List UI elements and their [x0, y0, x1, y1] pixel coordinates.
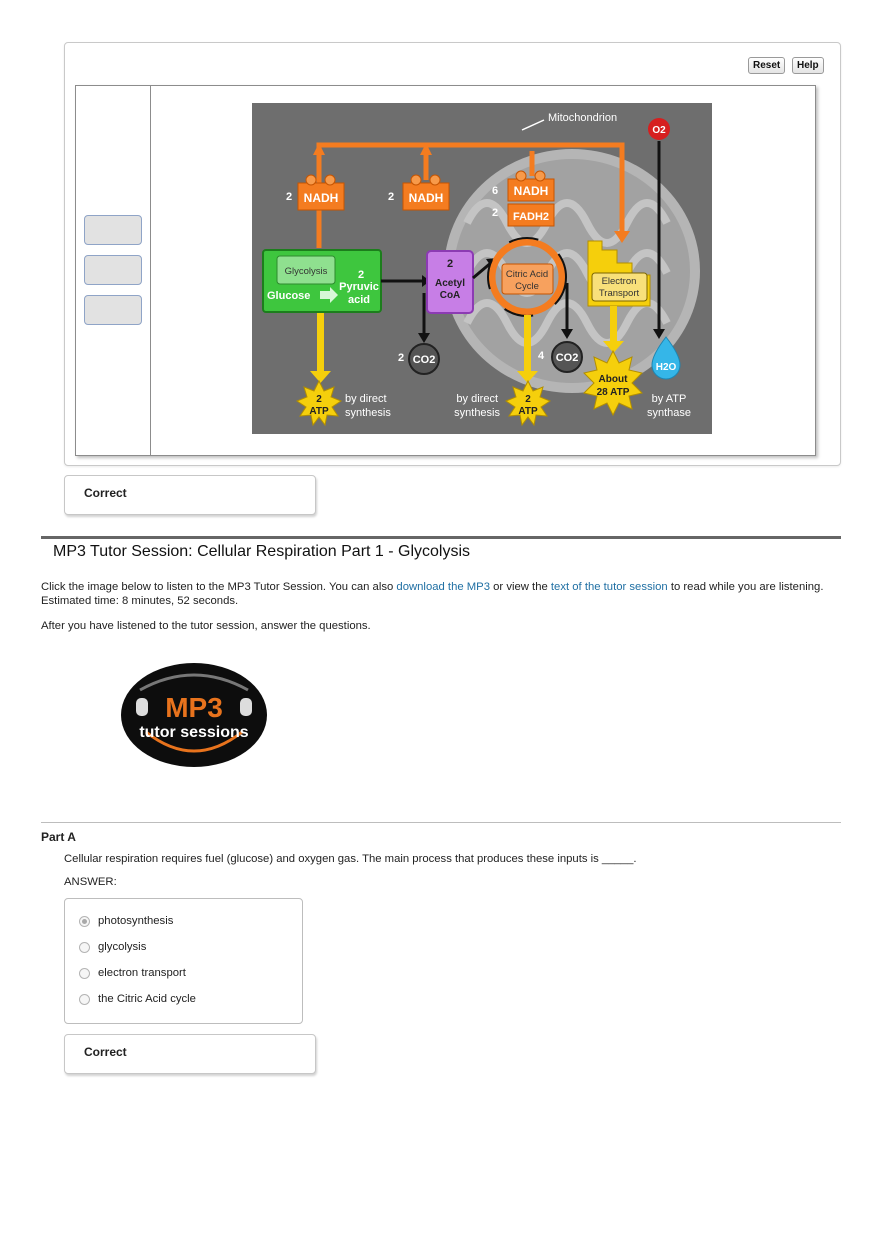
svg-text:CO2: CO2 — [555, 352, 579, 364]
svg-text:Cycle: Cycle — [515, 281, 539, 292]
option-label: electron transport — [98, 967, 186, 979]
svg-text:by ATP: by ATP — [651, 393, 687, 405]
feedback-correct-top: Correct — [64, 475, 316, 515]
svg-text:CO2: CO2 — [412, 354, 436, 366]
activity-workarea — [75, 85, 816, 456]
svg-text:28 ATP: 28 ATP — [596, 387, 630, 398]
option-citric-acid-cycle[interactable] — [79, 991, 196, 1007]
svg-text:2: 2 — [357, 269, 365, 281]
mp3-tutor-logo — [118, 660, 270, 770]
svg-text:2: 2 — [286, 191, 293, 203]
after-listening-text: After you have listened to the tutor session, answer the questions. — [41, 620, 371, 632]
svg-text:Pyruvic: Pyruvic — [339, 281, 379, 293]
option-label: photosynthesis — [98, 915, 174, 927]
svg-text:4: 4 — [538, 350, 545, 362]
option-label: the Citric Acid cycle — [98, 993, 196, 1005]
radio-button[interactable] — [79, 994, 90, 1005]
svg-text:2: 2 — [446, 258, 454, 270]
svg-text:ATP: ATP — [518, 406, 538, 417]
radio-button-selected[interactable] — [79, 916, 90, 927]
option-photosynthesis[interactable] — [79, 913, 173, 929]
part-divider — [41, 822, 841, 823]
svg-text:NADH: NADH — [513, 184, 549, 198]
svg-text:2: 2 — [398, 352, 405, 364]
answer-label: ANSWER: — [64, 876, 117, 888]
estimated-time: Estimated time: 8 minutes, 52 seconds. — [41, 594, 239, 607]
svg-text:CoA: CoA — [439, 290, 461, 301]
radio-button[interactable] — [79, 968, 90, 979]
glucose-label: Glucose — [267, 290, 311, 302]
label-palette — [76, 86, 151, 455]
svg-text:ATP: ATP — [309, 406, 329, 417]
intro-paragraph — [41, 581, 841, 608]
part-a-question: Cellular respiration requires fuel (glucose) and oxygen gas. The main process that produces these inputs is _____. — [64, 853, 637, 865]
svg-text:synthase: synthase — [646, 407, 692, 419]
answer-options-box — [64, 898, 303, 1024]
svg-text:6: 6 — [492, 185, 499, 197]
draggable-label-3[interactable] — [84, 295, 142, 325]
intro-text-prefix: Click the image below to listen to the MP3 Tutor Session. You can also — [41, 581, 397, 593]
intro-text-suffix: to read while you are listening. — [667, 581, 824, 593]
svg-text:2: 2 — [388, 191, 395, 203]
svg-text:acid: acid — [347, 294, 371, 306]
svg-text:2: 2 — [525, 394, 531, 405]
svg-text:FADH2: FADH2 — [512, 211, 550, 223]
svg-text:About: About — [598, 374, 628, 385]
svg-text:Transport: Transport — [598, 288, 640, 299]
feedback-correct-bottom: Correct — [64, 1034, 316, 1074]
tutor-text-link[interactable]: text of the tutor session — [550, 581, 668, 593]
intro-text-mid: or view the — [490, 581, 551, 593]
radio-button[interactable] — [79, 942, 90, 953]
section-divider — [41, 536, 841, 539]
mp3-logo-title: MP3 — [165, 692, 223, 723]
svg-text:NADH: NADH — [408, 191, 444, 205]
svg-text:Citric Acid: Citric Acid — [505, 269, 549, 280]
draggable-label-2[interactable] — [84, 255, 142, 285]
svg-text:2: 2 — [316, 394, 322, 405]
svg-text:synthesis: synthesis — [454, 407, 500, 419]
svg-text:H2O: H2O — [655, 362, 677, 373]
glycolysis-box — [263, 250, 381, 312]
part-a-title: Part A — [41, 830, 76, 844]
drag-drop-activity-panel — [64, 42, 841, 466]
svg-text:synthesis: synthesis — [345, 407, 391, 419]
option-electron-transport[interactable] — [79, 965, 186, 981]
mitochondrion-label: Mitochondrion — [548, 112, 618, 124]
mp3-logo-subtitle: tutor sessions — [139, 724, 249, 741]
o2-label: O2 — [652, 125, 666, 136]
section-title: MP3 Tutor Session: Cellular Respiration Part 1 - Glycolysis — [53, 543, 471, 560]
download-mp3-link[interactable]: download the MP3 — [396, 581, 490, 593]
option-glycolysis[interactable] — [79, 939, 146, 955]
cellular-respiration-diagram — [252, 103, 712, 434]
svg-text:2: 2 — [492, 207, 499, 219]
mp3-tutor-play-button[interactable] — [118, 660, 270, 770]
svg-text:by direct: by direct — [345, 393, 387, 405]
acetyl-coa-box — [427, 251, 473, 313]
svg-text:NADH: NADH — [303, 191, 339, 205]
draggable-label-1[interactable] — [84, 215, 142, 245]
svg-text:by direct: by direct — [456, 393, 498, 405]
glycolysis-label: Glycolysis — [284, 266, 328, 277]
reset-button[interactable]: Reset — [748, 57, 785, 74]
svg-text:Electron: Electron — [601, 276, 637, 287]
svg-text:Acetyl: Acetyl — [434, 278, 466, 289]
option-label: glycolysis — [98, 941, 147, 953]
help-button[interactable]: Help — [792, 57, 824, 74]
